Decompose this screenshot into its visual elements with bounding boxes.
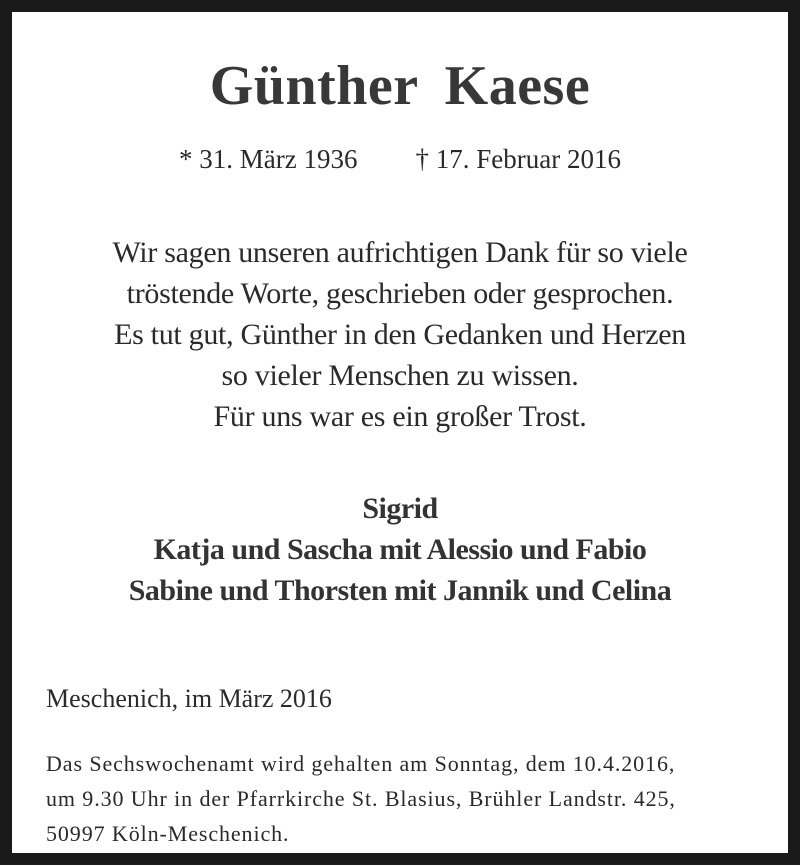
deceased-name [12,55,788,117]
message-line: so vieler Menschen zu wissen. [221,359,579,392]
family-line: Sabine und Thorsten mit Jannik und Celina [128,574,672,607]
service-line: um 9.30 Uhr in der Pfarrkirche St. Blasius, Brühler Landstr. 425, [46,786,676,811]
message-line: tröstende Worte, geschrieben oder gesprochen. [126,277,674,310]
service-announcement [46,746,676,851]
family-line: Katja und Sascha mit Alessio und Fabio [153,533,647,566]
service-line: Das Sechswochenamt wird gehalten am Sonntag, dem 10.4.2016, [46,751,676,776]
death-date: † 17. Februar 2016 [415,144,621,174]
birth-date: * 31. März 1936 [179,144,358,174]
thank-you-message [12,232,788,437]
message-line: Für uns war es ein großer Trost. [213,400,587,433]
first-name: Günther [209,55,419,117]
place-date: Meschenich, im März 2016 [46,684,332,713]
family-signatures [12,488,788,611]
service-line: 50997 Köln-Meschenich. [46,821,290,846]
message-line: Wir sagen unseren aufrichtigen Dank für so viele [112,236,688,269]
life-dates [12,146,788,173]
last-name: Kaese [444,55,591,117]
family-line: Sigrid [362,492,438,525]
message-line: Es tut gut, Günther in den Gedanken und Herzen [114,318,686,351]
